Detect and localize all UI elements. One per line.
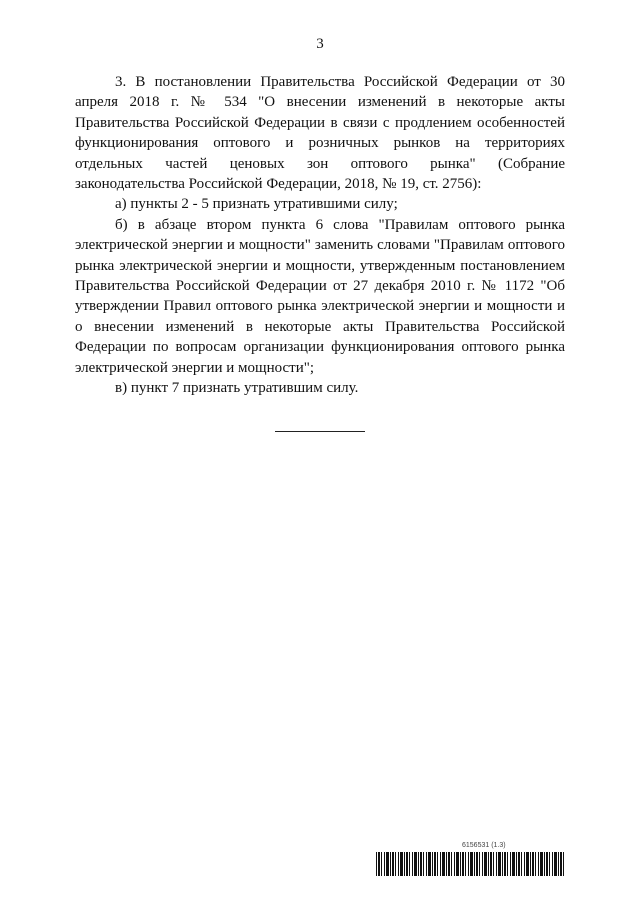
- barcode: [376, 852, 564, 876]
- paragraph-item-3: 3. В постановлении Правительства Российской Федерации от 30 апреля 2018 г. № 534 "О внесении изменений в некоторые акты Правительства Российской Федерации в связи с продлением особенностей функционирования оптового и розничных рынков на территориях отдельных частей ценовых зон оптового рынка" (Собрание законодательства Российской Федерации, 2018, № 19, ст. 2756):: [75, 74, 565, 193]
- end-separator-line: [275, 431, 365, 432]
- document-code: 6156531 (1.3): [462, 842, 506, 849]
- page-number: 3: [316, 36, 324, 52]
- document-body: [75, 72, 565, 399]
- subparagraph-v: в) пункт 7 признать утратившим силу.: [115, 380, 359, 397]
- subparagraph-a: а) пункты 2 - 5 признать утратившими силу;: [115, 196, 398, 213]
- subparagraph-b: б) в абзаце втором пункта 6 слова "Правилам оптового рынка электрической энергии и мощности" заменить словами "Правилам оптового рынка электрической энергии и мощности, утвержденным постановлением Правительства Российской Федерации от 27 декабря 2010 г. № 1172 "Об утверждении Правил оптового рынка электрической энергии и мощности и о внесении изменений в некоторые акты Правительства Российской Федерации по вопросам организации функционирования оптового рынка электрической энергии и мощности";: [75, 216, 565, 376]
